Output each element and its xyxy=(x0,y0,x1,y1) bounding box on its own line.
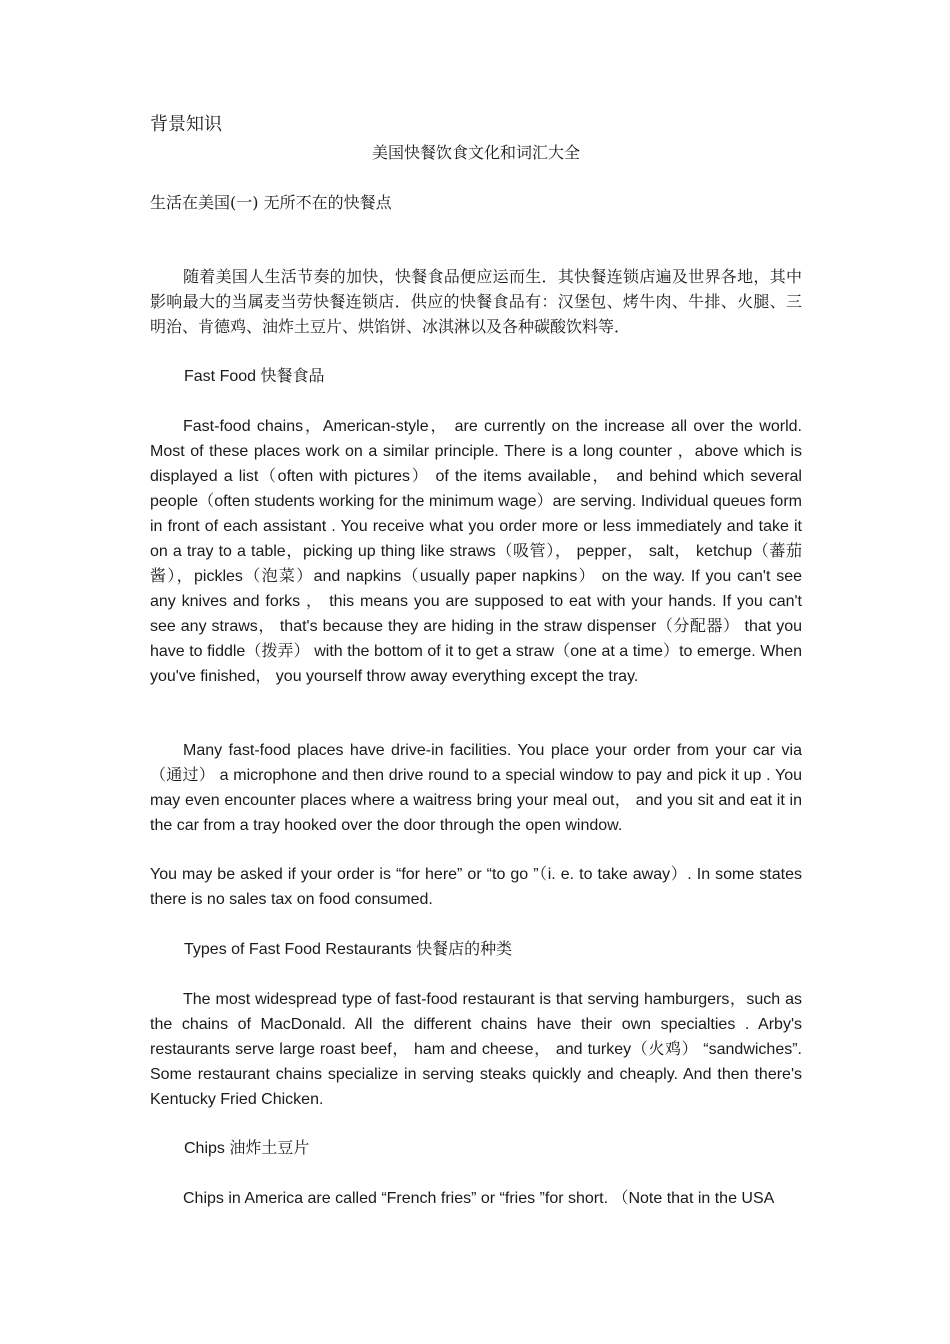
paragraph-for-here: You may be asked if your order is “for here” or “to go ”（i. e. to take away）. In some states there is no sales tax on food consumed. xyxy=(150,866,802,908)
document-page xyxy=(150,0,802,1344)
paragraph-chips: Chips in America are called “French fries” or “fries ”for short. （Note that in the USA xyxy=(183,1190,775,1207)
section-label: 背景知识 xyxy=(150,114,222,135)
paragraph-fast-food: Fast-food chains，American-style， are currently on the increase all over the world. Most of these places work on a similar principle. There is a long counter ，above which is displayed a list（often with pictures） of the items available， and behind which several people（often students working for the minimum wage）are serving. Individual queues form in front of each assistant . You receive what you order more or less immediately and take it on a tray to a table，picking up thing like straws（吸管）， pepper， salt， ketchup（蕃茄酱），pickles（泡菜）and napkins（usually paper napkins） on the way. If you can't see any knives and forks ， this means you are supposed to eat with your hands. If you can't see any straws， that's because they are hiding in the straw dispenser（分配器） that you have to fiddle（拨弄） with the bottom of it to get a straw（one at a time）to emerge. When you've finished， you yourself throw away everything except the tray. xyxy=(150,418,802,685)
heading-types: Types of Fast Food Restaurants 快餐店的种类 xyxy=(184,941,513,958)
heading-chips: Chips 油炸土豆片 xyxy=(184,1140,310,1157)
heading-fast-food: Fast Food 快餐食品 xyxy=(184,368,325,385)
paragraph-types: The most widespread type of fast-food restaurant is that serving hamburgers，such as the chains of MacDonald. All the different chains have their own specialties . Arby's restaurants serve large roast beef， ham and cheese， and turkey（火鸡） “sandwiches”. Some restaurant chains specialize in serving steaks quickly and cheaply. And then there's Kentucky Fried Chicken. xyxy=(150,991,802,1108)
document-subtitle: 生活在美国(一) 无所不在的快餐点 xyxy=(150,193,392,212)
intro-paragraph: 随着美国人生活节奏的加快，快餐食品便应运而生．其快餐连锁店遍及世界各地，其中影响最大的当属麦当劳快餐连锁店．供应的快餐食品有：汉堡包、烤牛肉、牛排、火腿、三明治、肯德鸡、油炸土豆片、烘馅饼、冰淇淋以及各种碳酸饮料等． xyxy=(150,267,802,336)
paragraph-drive-in: Many fast-food places have drive-in facilities. You place your order from your car via （通过） a microphone and then drive round to a special window to pay and pick it up . You may even encounter places where a waitress bring your meal out， and you sit and eat it in the car from a tray hooked over the door through the open window. xyxy=(150,742,802,834)
document-title: 美国快餐饮食文化和词汇大全 xyxy=(371,143,580,162)
